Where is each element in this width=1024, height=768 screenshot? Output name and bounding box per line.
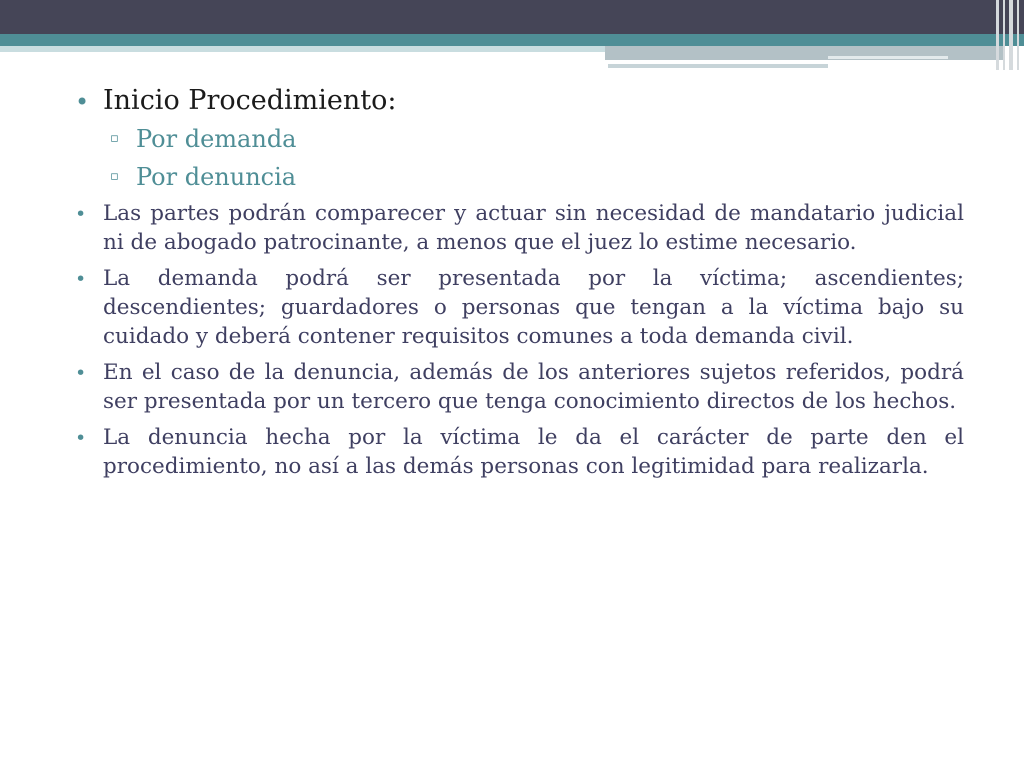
header-thin-line-2	[828, 56, 948, 59]
paragraph-demanda	[72, 264, 964, 351]
sub-item-denuncia	[72, 158, 964, 196]
title-text: Inicio Procedimiento:	[103, 85, 397, 116]
paragraph-denuncia-victima	[72, 423, 964, 481]
paragraph-text: La denuncia hecha por la víctima le da el carácter de parte den el procedimiento, no así a las demás personas con legitimidad para realizarla.	[103, 425, 964, 479]
slide-content	[72, 82, 964, 481]
sub-item-demanda	[72, 120, 964, 158]
bullet-dot-icon: •	[75, 427, 87, 449]
title-bullet-item	[72, 82, 964, 120]
paragraph-denuncia-tercero	[72, 358, 964, 416]
bullet-dot-icon: •	[75, 203, 87, 225]
bullet-dot-icon: •	[75, 362, 87, 384]
small-square-bullet-icon: ▫	[110, 169, 119, 184]
bullet-dot-icon: •	[75, 268, 87, 290]
paragraph-text: La demanda podrá ser presentada por la víctima; ascendientes; descendientes; guardadores o personas que tengan a la víctima bajo su cuidado y deberá contener requisitos comunes a toda demanda civil.	[103, 266, 964, 349]
paragraph-comparecer	[72, 199, 964, 257]
header-thin-line	[608, 64, 828, 68]
header-light-strip	[0, 46, 605, 52]
header-teal-band	[0, 34, 1024, 46]
paragraph-text: En el caso de la denuncia, además de los anteriores sujetos referidos, podrá ser presentada por un tercero que tenga conocimiento directos de los hechos.	[103, 360, 964, 414]
header-edge-lines	[994, 0, 1024, 70]
small-square-bullet-icon: ▫	[110, 131, 119, 146]
sub-item-text: Por demanda	[136, 125, 297, 153]
sub-item-text: Por denuncia	[136, 163, 297, 191]
paragraph-text: Las partes podrán comparecer y actuar sin necesidad de mandatario judicial ni de abogado patrocinante, a menos que el juez lo estime necesario.	[103, 201, 964, 255]
header-dark-band	[0, 0, 1024, 34]
bullet-dot-icon: •	[75, 88, 90, 116]
